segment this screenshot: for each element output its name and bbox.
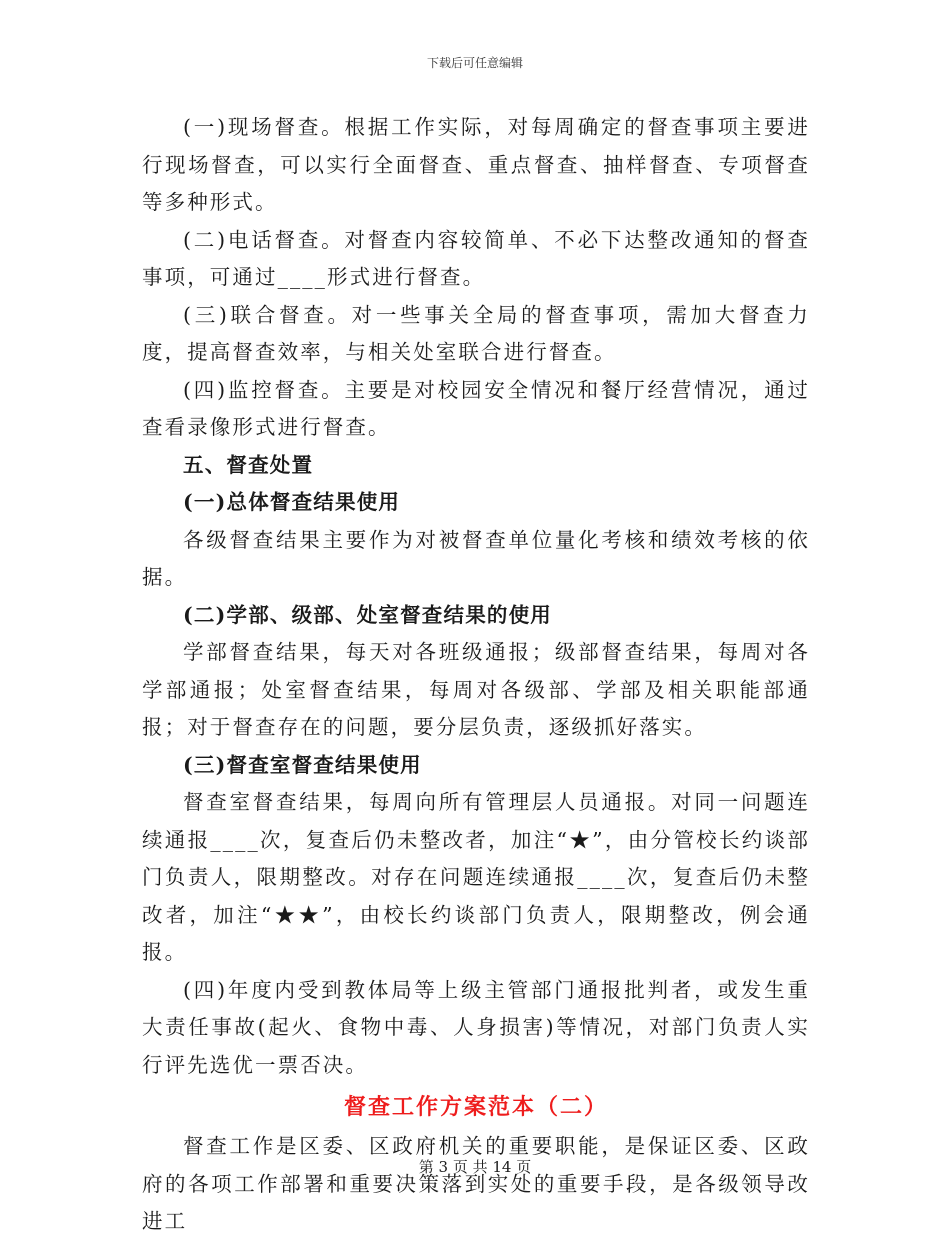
paragraph-monitor-inspection: (四)监控督查。主要是对校园安全情况和餐厅经营情况，通过查看录像形式进行督查。 bbox=[142, 377, 810, 439]
paragraph-overall-results: 各级督查结果主要作为对被督查单位量化考核和绩效考核的依据。 bbox=[142, 527, 810, 589]
subheading-department-results: (二)学部、级部、处室督查结果的使用 bbox=[183, 602, 552, 627]
paragraph-onsite-inspection: (一)现场督查。根据工作实际，对每周确定的督查事项主要进行现场督查，可以实行全面督查、重点督查、抽样督查、专项督查等多种形式。 bbox=[142, 115, 810, 214]
page-number-footer: 第 3 页 共 14 页 bbox=[418, 1158, 532, 1176]
document-title-sample-two: 督查工作方案范本（二） bbox=[343, 1094, 608, 1120]
paragraph-joint-inspection: (三)联合督查。对一些事关全局的督查事项，需加大督查力度，提高督查效率，与相关处室联合进行督查。 bbox=[142, 302, 810, 364]
page-header: 下载后可任意编辑 bbox=[426, 56, 523, 70]
paragraph-intro-sample-two: 督查工作是区委、区政府机关的重要职能，是保证区委、区政府的各项工作部署和重要决策落到实处的重要手段，是各级领导改进工 bbox=[142, 1134, 810, 1233]
section-heading-disposal: 五、督查处置 bbox=[183, 452, 314, 477]
paragraph-annual-veto: (四)年度内受到教体局等上级主管部门通报批判者，或发生重大责任事故(起火、食物中毒、人身损害)等情况，对部门负责人实行评先选优一票否决。 bbox=[142, 977, 810, 1077]
document-body bbox=[142, 109, 810, 1241]
paragraph-department-results: 学部督查结果，每天对各班级通报；级部督查结果，每周对各学部通报；处室督查结果，每周对各级部、学部及相关职能部通报；对于督查存在的问题，要分层负责，逐级抓好落实。 bbox=[142, 640, 810, 739]
subheading-overall-results: (一)总体督查结果使用 bbox=[183, 490, 401, 514]
paragraph-office-results: 督查室督查结果，每周向所有管理层人员通报。对同一问题连续通报____次，复查后仍未整改者，加注“★”，由分管校长约谈部门负责人，限期整改。对存在问题连续通报____次，复查后仍未整改者，加注“★★”，由校长约谈部门负责人，限期整改，例会通报。 bbox=[142, 790, 810, 964]
paragraph-phone-inspection: (二)电话督查。对督查内容较简单、不必下达整改通知的督查事项，可通过____形式进行督查。 bbox=[142, 227, 810, 289]
subheading-office-results: (三)督查室督查结果使用 bbox=[183, 752, 422, 777]
